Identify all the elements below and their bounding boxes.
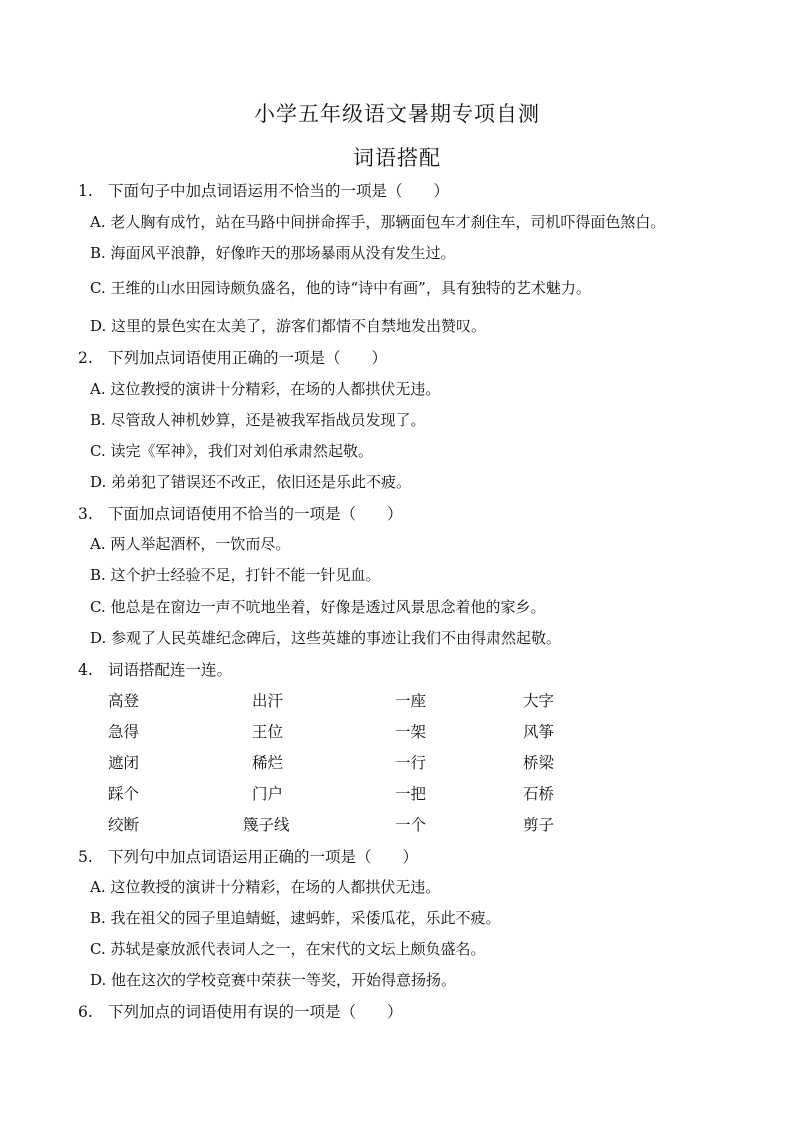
q2-option-d: D. 弟弟犯了错误还不改正，依旧还是乐此不疲。 [90,473,412,491]
q2-option-a: A. 这位教授的演讲十分精彩，在场的人都拱伏无违。 [90,380,441,398]
q2-option-b: B. 尽管敌人神机妙算，还是被我军指战员发现了。 [90,411,426,429]
question-stem: 词语搭配连一连。 [108,661,233,679]
question-3 [78,502,403,524]
question-stem: 下列加点词语使用正确的一项是（ ） [108,349,388,367]
match-col1-item: 高登 [108,692,140,710]
q3-option-a: A. 两人举起酒杯，一饮而尽。 [90,535,291,553]
question-stem: 下面句子中加点词语运用不恰当的一项是（ ） [108,182,450,200]
match-col4-item: 大字 [523,692,555,710]
match-col3-item: 一架 [395,723,427,741]
q5-option-d: D. 他在这次的学校竞赛中荣获一等奖，开始得意扬扬。 [90,971,457,989]
question-stem: 下列句中加点词语运用正确的一项是（ ） [108,848,419,866]
q1-option-b: B. 海面风平浪静，好像昨天的那场暴雨从没有发生过。 [90,244,456,262]
q2-option-c: C. 读完《军神》，我们对刘伯承肃然起敬。 [90,442,373,460]
question-number: 1. [78,182,93,200]
question-1 [78,179,449,201]
question-number: 2. [78,349,93,367]
question-number: 5. [78,848,93,866]
match-col2-item: 门户 [252,785,284,803]
document-title: 小学五年级语文暑期专项自测 [254,102,540,126]
q5-option-c: C. 苏轼是豪放派代表词人之一，在宋代的文坛上颇负盛名。 [90,940,486,958]
match-col3-item: 一座 [395,692,427,710]
match-col4-item: 剪子 [523,816,555,834]
match-col1-item: 绞断 [108,816,140,834]
q1-option-a: A. 老人胸有成竹，站在马路中间拼命挥手，那辆面包车才刹住车，司机吓得面色煞白。 [90,213,666,231]
match-col3-item: 一把 [395,785,427,803]
match-col4-item: 石桥 [523,785,555,803]
match-col3-item: 一个 [395,816,427,834]
question-4 [78,658,232,680]
question-stem: 下面加点词语使用不恰当的一项是（ ） [108,505,403,523]
question-number: 4. [78,661,93,679]
q5-option-b: B. 我在祖父的园子里追蜻蜓，逮蚂蚱，采倭瓜花，乐此不疲。 [90,909,501,927]
match-col4-item: 风筝 [523,723,555,741]
match-col2-item: 王位 [252,723,284,741]
match-col1-item: 急得 [108,723,140,741]
q1-option-d: D. 这里的景色实在太美了，游客们都情不自禁地发出赞叹。 [90,317,487,335]
question-stem: 下列加点的词语使用有误的一项是（ ） [108,1003,403,1021]
question-2 [78,346,387,368]
q3-option-c: C. 他总是在窗边一声不吭地坐着，好像是透过风景思念着他的家乡。 [90,598,546,616]
q1-option-c: C. 王维的山水田园诗颇负盛名，他的诗“诗中有画”，具有独特的艺术魅力。 [90,279,591,297]
match-col2-item: 篾子线 [243,816,290,834]
match-col3-item: 一行 [395,754,427,772]
q3-option-d: D. 参观了人民英雄纪念碑后，这些英雄的事迹让我们不由得肃然起敬。 [90,629,562,647]
match-col4-item: 桥梁 [523,754,555,772]
question-5 [78,845,418,867]
match-col2-item: 出汗 [252,692,284,710]
match-col1-item: 踩个 [108,785,140,803]
question-6 [78,1000,403,1022]
question-number: 3. [78,505,93,523]
q3-option-b: B. 这个护士经验不足，打针不能一针见血。 [90,566,381,584]
match-col2-item: 稀烂 [252,754,284,772]
match-col1-item: 遮闭 [108,754,140,772]
question-number: 6. [78,1003,93,1021]
document-subtitle: 词语搭配 [353,146,441,170]
q5-option-a: A. 这位教授的演讲十分精彩，在场的人都拱伏无违。 [90,878,441,896]
